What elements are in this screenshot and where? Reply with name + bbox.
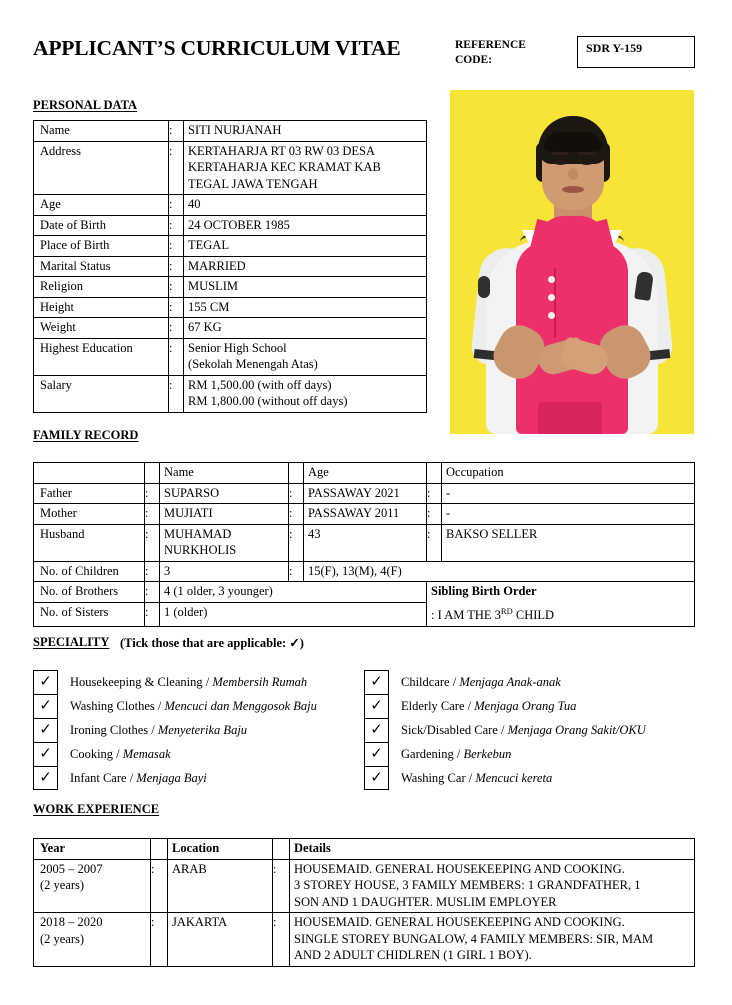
- personal-data-label: Height: [34, 297, 169, 318]
- personal-data-label: Religion: [34, 277, 169, 298]
- personal-data-label: Address: [34, 141, 169, 195]
- speciality-checkbox-right-3[interactable]: [364, 718, 389, 742]
- personal-data-colon: :: [169, 141, 184, 195]
- photo-eyebrow-right: [578, 152, 596, 155]
- speciality-label-translation: Menjaga Anak-anak: [459, 674, 561, 689]
- check-icon: ✓: [39, 746, 52, 762]
- family-record-row: [34, 483, 695, 504]
- personal-data-value: Senior High School (Sekolah Menengah Atas): [184, 338, 427, 375]
- speciality-row[interactable]: [364, 718, 646, 742]
- family-row-colon-1: :: [145, 483, 160, 504]
- family-header-spacer-1: [145, 463, 160, 484]
- work-row-colon-1: :: [151, 913, 168, 967]
- work-header-details: Details: [290, 839, 695, 860]
- speciality-label: Washing Clothes / Mencuci dan Menggosok Baju: [70, 698, 317, 713]
- check-icon: ✓: [370, 698, 383, 714]
- speciality-row[interactable]: [33, 670, 317, 694]
- brothers-colon: :: [145, 582, 160, 603]
- family-row-label: Mother: [34, 504, 145, 525]
- photo-nose: [568, 168, 578, 180]
- personal-data-colon: :: [169, 256, 184, 277]
- speciality-checkbox-right-4[interactable]: [364, 742, 389, 766]
- sibling-birth-order-title: Sibling Birth Order: [427, 582, 695, 603]
- section-heading-family-record: FAMILY RECORD: [33, 428, 139, 442]
- personal-data-row: [34, 297, 427, 318]
- speciality-note: (Tick those that are applicable: ✓): [120, 636, 304, 650]
- check-icon: ✓: [370, 674, 383, 690]
- personal-data-value: RM 1,500.00 (with off days) RM 1,800.00 (without off days): [184, 375, 427, 412]
- personal-data-value: SITI NURJANAH: [184, 121, 427, 142]
- speciality-label: Childcare / Menjaga Anak-anak: [401, 674, 561, 689]
- personal-data-colon: :: [169, 338, 184, 375]
- speciality-row[interactable]: [364, 766, 646, 790]
- personal-data-label: Name: [34, 121, 169, 142]
- personal-data-value: 24 OCTOBER 1985: [184, 215, 427, 236]
- family-record-row: [34, 524, 695, 561]
- personal-data-value: MARRIED: [184, 256, 427, 277]
- personal-data-row: [34, 215, 427, 236]
- personal-data-row: [34, 256, 427, 277]
- speciality-row[interactable]: [364, 670, 646, 694]
- check-icon: ✓: [370, 722, 383, 738]
- work-row-year: 2018 – 2020 (2 years): [34, 913, 151, 967]
- personal-data-row: [34, 141, 427, 195]
- personal-data-row: [34, 121, 427, 142]
- personal-data-label: Place of Birth: [34, 236, 169, 257]
- work-row-location: ARAB: [168, 859, 273, 913]
- speciality-label: Washing Car / Mencuci kereta: [401, 770, 553, 785]
- family-row-colon-3: :: [427, 524, 442, 561]
- work-header-location: Location: [168, 839, 273, 860]
- work-row-location: JAKARTA: [168, 913, 273, 967]
- speciality-row[interactable]: [33, 766, 317, 790]
- sibling-birth-order-value: : I AM THE 3RD CHILD: [427, 602, 695, 626]
- family-record-header-row: [34, 463, 695, 484]
- speciality-checkbox-right-1[interactable]: [364, 670, 389, 694]
- personal-data-value: MUSLIM: [184, 277, 427, 298]
- family-row-colon-1: :: [145, 524, 160, 561]
- family-record-table: [33, 462, 695, 627]
- family-row-age: 43: [304, 524, 427, 561]
- work-experience-row: [34, 859, 695, 913]
- speciality-label-translation: Berkebun: [463, 746, 512, 761]
- personal-data-colon: :: [169, 195, 184, 216]
- family-header-spacer-2: [289, 463, 304, 484]
- personal-data-row: [34, 277, 427, 298]
- personal-data-row: [34, 375, 427, 412]
- family-row-occupation: -: [442, 504, 695, 525]
- photo-apron-pocket: [538, 402, 602, 434]
- speciality-label-translation: Mencuci dan Menggosok Baju: [164, 698, 317, 713]
- family-row-colon-3: :: [427, 483, 442, 504]
- photo-apron-button-2: [548, 294, 555, 301]
- reference-code-label: REFERENCE CODE:: [455, 39, 526, 66]
- speciality-label-translation: Membersih Rumah: [212, 674, 308, 689]
- speciality-label: Gardening / Berkebun: [401, 746, 512, 761]
- speciality-row[interactable]: [33, 694, 317, 718]
- speciality-label-translation: Menjaga Bayi: [136, 770, 207, 785]
- personal-data-colon: :: [169, 277, 184, 298]
- section-heading-work-experience: WORK EXPERIENCE: [33, 802, 160, 816]
- check-icon: ✓: [39, 769, 52, 786]
- personal-data-label: Weight: [34, 318, 169, 339]
- family-row-colon-2: :: [289, 504, 304, 525]
- work-experience-row: [34, 913, 695, 967]
- personal-data-label: Highest Education: [34, 338, 169, 375]
- family-brothers-row: [34, 582, 695, 603]
- photo-eye-left: [554, 160, 567, 165]
- family-record-row: [34, 504, 695, 525]
- speciality-column-left: [33, 670, 317, 790]
- speciality-label-translation: Mencuci kereta: [475, 770, 553, 785]
- sisters-colon: :: [145, 602, 160, 626]
- work-header-spacer-1: [151, 839, 168, 860]
- family-row-label: Husband: [34, 524, 145, 561]
- children-details: 15(F), 13(M), 4(F): [304, 561, 695, 582]
- page-title: APPLICANT’S CURRICULUM VITAE: [33, 36, 401, 60]
- family-row-occupation: BAKSO SELLER: [442, 524, 695, 561]
- personal-data-value: 67 KG: [184, 318, 427, 339]
- family-row-age: PASSAWAY 2011: [304, 504, 427, 525]
- family-header-occupation: Occupation: [442, 463, 695, 484]
- brothers-value: 4 (1 older, 3 younger): [160, 582, 427, 603]
- personal-data-row: [34, 338, 427, 375]
- children-count: 3: [160, 561, 289, 582]
- family-header-blank: [34, 463, 145, 484]
- reference-code-value: SDR Y-159: [586, 41, 643, 55]
- children-label: No. of Children: [34, 561, 145, 582]
- personal-data-colon: :: [169, 121, 184, 142]
- family-row-colon-2: :: [289, 524, 304, 561]
- photo-apron-button-1: [548, 276, 555, 283]
- work-row-colon-2: :: [273, 913, 290, 967]
- family-children-row: [34, 561, 695, 582]
- family-row-colon-3: :: [427, 504, 442, 525]
- speciality-checkbox-right-5[interactable]: [364, 766, 389, 790]
- speciality-checkbox-left-2[interactable]: [33, 694, 58, 718]
- personal-data-colon: :: [169, 318, 184, 339]
- personal-data-label: Date of Birth: [34, 215, 169, 236]
- work-row-year: 2005 – 2007 (2 years): [34, 859, 151, 913]
- speciality-label: Cooking / Memasak: [70, 746, 171, 761]
- check-icon: ✓: [370, 769, 383, 786]
- family-header-spacer-3: [427, 463, 442, 484]
- personal-data-value: KERTAHARJA RT 03 RW 03 DESA KERTAHARJA KEC KRAMAT KAB TEGAL JAWA TENGAH: [184, 141, 427, 195]
- personal-data-table: [33, 120, 427, 413]
- photo-hair-fringe: [544, 132, 602, 152]
- speciality-checkbox-left-4[interactable]: [33, 742, 58, 766]
- personal-data-value: 155 CM: [184, 297, 427, 318]
- work-header-year: Year: [34, 839, 151, 860]
- check-icon: ✓: [39, 674, 52, 690]
- work-row-colon-1: :: [151, 859, 168, 913]
- speciality-label: Housekeeping & Cleaning / Membersih Rumah: [70, 674, 308, 689]
- family-row-occupation: -: [442, 483, 695, 504]
- speciality-row[interactable]: [364, 742, 646, 766]
- personal-data-value: TEGAL: [184, 236, 427, 257]
- family-row-name: MUHAMAD NURKHOLIS: [160, 524, 289, 561]
- work-row-details: HOUSEMAID. GENERAL HOUSEKEEPING AND COOKING. SINGLE STOREY BUNGALOW, 4 FAMILY MEMBERS: SIR, MAM AND 2 ADULT CHIDLREN (1 GIRL 1 BOY).: [290, 913, 695, 967]
- personal-data-label: Salary: [34, 375, 169, 412]
- speciality-label-translation: Menjaga Orang Sakit/OKU: [507, 722, 646, 737]
- family-sisters-row: [34, 602, 695, 626]
- work-row-details: HOUSEMAID. GENERAL HOUSEKEEPING AND COOKING. 3 STOREY HOUSE, 3 FAMILY MEMBERS: 1 GRANDFATHER, 1 SON AND 1 DAUGHTER. MUSLIM EMPLOYER: [290, 859, 695, 913]
- sisters-label: No. of Sisters: [34, 602, 145, 626]
- family-header-age: Age: [304, 463, 427, 484]
- speciality-checkbox-left-3[interactable]: [33, 718, 58, 742]
- speciality-row[interactable]: [33, 718, 317, 742]
- check-icon: ✓: [39, 698, 52, 714]
- children-colon-1: :: [145, 561, 160, 582]
- speciality-label: Sick/Disabled Care / Menjaga Orang Sakit/OKU: [401, 722, 646, 737]
- personal-data-colon: :: [169, 215, 184, 236]
- speciality-row[interactable]: [364, 694, 646, 718]
- speciality-column-right: [364, 670, 646, 790]
- family-row-colon-2: :: [289, 483, 304, 504]
- speciality-label-translation: Menyeterika Baju: [157, 722, 248, 737]
- photo-mouth: [562, 186, 584, 193]
- speciality-label: Elderly Care / Menjaga Orang Tua: [401, 698, 577, 713]
- work-experience-header-row: [34, 839, 695, 860]
- section-heading-personal-data: PERSONAL DATA: [33, 98, 138, 112]
- speciality-label-translation: Menjaga Orang Tua: [474, 698, 577, 713]
- photo-shirt-logo-left: [478, 276, 490, 298]
- sibling-order-ordinal-suffix: RD: [500, 606, 513, 616]
- family-row-name: SUPARSO: [160, 483, 289, 504]
- children-colon-2: :: [289, 561, 304, 582]
- personal-data-colon: :: [169, 375, 184, 412]
- personal-data-colon: :: [169, 297, 184, 318]
- personal-data-row: [34, 195, 427, 216]
- section-heading-speciality: SPECIALITY: [33, 635, 110, 649]
- speciality-row[interactable]: [33, 742, 317, 766]
- personal-data-value: 40: [184, 195, 427, 216]
- reference-code-box: [577, 36, 695, 68]
- personal-data-row: [34, 318, 427, 339]
- photo-eye-right: [580, 160, 593, 165]
- family-row-label: Father: [34, 483, 145, 504]
- speciality-label: Ironing Clothes / Menyeterika Baju: [70, 722, 248, 737]
- personal-data-colon: :: [169, 236, 184, 257]
- speciality-label: Infant Care / Menjaga Bayi: [70, 770, 207, 785]
- personal-data-label: Age: [34, 195, 169, 216]
- personal-data-row: [34, 236, 427, 257]
- brothers-label: No. of Brothers: [34, 582, 145, 603]
- family-row-name: MUJIATI: [160, 504, 289, 525]
- sisters-value: 1 (older): [160, 602, 427, 626]
- work-header-spacer-2: [273, 839, 290, 860]
- speciality-checkbox-left-1[interactable]: [33, 670, 58, 694]
- family-row-age: PASSAWAY 2021: [304, 483, 427, 504]
- speciality-checkbox-right-2[interactable]: [364, 694, 389, 718]
- family-row-colon-1: :: [145, 504, 160, 525]
- family-header-name: Name: [160, 463, 289, 484]
- check-icon: ✓: [39, 722, 52, 738]
- speciality-label-translation: Memasak: [122, 746, 171, 761]
- personal-data-label: Marital Status: [34, 256, 169, 277]
- check-icon: ✓: [370, 746, 383, 762]
- speciality-checkbox-left-5[interactable]: [33, 766, 58, 790]
- applicant-photo: [450, 90, 694, 434]
- photo-apron-button-3: [548, 312, 555, 319]
- work-row-colon-2: :: [273, 859, 290, 913]
- photo-eyebrow-left: [551, 152, 569, 155]
- work-experience-table: [33, 838, 695, 967]
